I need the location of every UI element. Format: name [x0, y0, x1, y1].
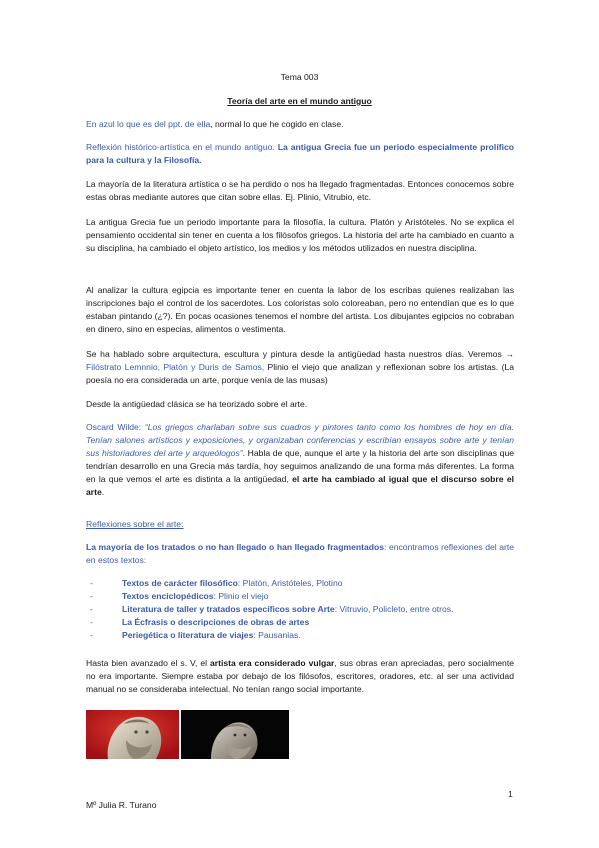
arrow-icon: → [505, 349, 514, 359]
paragraph-9-c: , sus obras eran apreciadas, pero socialmente no era importante. Siempre estaba por debajo de los filósofos, escritores, oradores, etc. al ser una actividad manual no se consideraba intelectual. No tenían rango social importante. [86, 658, 514, 694]
text-types-list [86, 577, 514, 642]
list-item-detail: : Vitruvio, Policleto, entre otros. [334, 604, 454, 614]
intro-blue-text: En azul lo que es del ppt. de ella [86, 119, 211, 129]
section-heading: Reflexiones sobre el arte: [86, 519, 184, 529]
list-dash: - [90, 630, 93, 640]
list-item-detail: : Pausanias. [253, 630, 301, 640]
list-item-title: Textos enciclopédicos [122, 591, 214, 601]
paragraph-7-c: . Habla de que, aunque el arte y la historia del arte son disciplinas que tendrían desarrollo en una Grecia más tardía, hoy seguimos analizando de una forma más diferentes. La forma en la que vemos el arte es distinta a la antigüedad, [86, 448, 515, 484]
list-item-title: La Écfrasis o descripciones de obras de artes [122, 617, 310, 627]
topic-number: Tema 003 [280, 72, 319, 82]
list-item-detail: : Plinio el viejo [213, 591, 269, 601]
paragraph-5-a: Se ha hablado sobre arquitectura, escultura y pintura desde la antigüedad hasta nuestros días. Veremos [86, 349, 506, 359]
page-number: 1 [508, 789, 513, 799]
intro-black-text: , normal lo que he cogido en clase. [210, 119, 344, 129]
list-dash: - [90, 604, 93, 614]
paragraph-8 [86, 541, 514, 567]
paragraph-6: Desde la antigüedad clásica se ha teorizado sobre el arte. [86, 399, 308, 409]
list-item-title: Periegética o literatura de viajes [122, 630, 254, 640]
paragraph-3: La antigua Grecia fue un periodo importante para la filosofía, la cultura. Platón y Aristóteles. No se explica el pensamiento occidental sin tener en cuenta a los filósofos griegos. La historia del arte ha cambiado en cuanto a su disciplina, ha cambiado el objeto artístico, los medios y los métodos utilizados en nuestra disciplina. [86, 217, 514, 253]
page-title: Teoría del arte en el mundo antiguo [227, 96, 372, 106]
paragraph-5-c: Plinio el viejo que analizan y reflexionan sobre los artistas. (La poesía no era considerada un arte, porque venía de las musas) [86, 362, 515, 385]
paragraph-8-rest: : encontramos reflexiones del arte en estos textos: [86, 542, 514, 565]
greek-bust-image-dark [181, 710, 289, 759]
paragraph-7 [86, 421, 514, 499]
paragraph-1 [86, 141, 514, 167]
list-item [86, 616, 514, 629]
intro-note [86, 118, 514, 131]
list-item-title: Textos de carácter filosófico [122, 578, 238, 588]
list-item-title: Literatura de taller y tratados específicos sobre Arte [122, 604, 335, 614]
paragraph-2: La mayoría de la literatura artística o se ha perdido o nos ha llegado fragmentadas. Entonces conocemos sobre estas obras mediante autores que citan sobre ellas. Ej. Plinio, Vitrubio, etc. [86, 179, 514, 202]
greek-bust-image-red [86, 710, 179, 759]
list-dash: - [90, 617, 93, 627]
paragraph-9 [86, 657, 514, 696]
paragraph-7-e: . [101, 487, 105, 497]
list-item-detail: : Platón, Aristóteles, Plotino [237, 578, 343, 588]
list-item [86, 603, 514, 616]
list-item [86, 577, 514, 590]
list-dash: - [90, 591, 93, 601]
paragraph-7-bold: el arte ha cambiado al igual que el discurso sobre el arte [86, 474, 514, 497]
paragraph-1-a: Reflexión histórico-artística en el mundo antiguo. [86, 142, 278, 152]
quote-author: Oscard Wilde: [86, 422, 145, 432]
list-item [86, 629, 514, 642]
wilde-quote: “Los griegos charlaban sobre sus cuadros y pintores tanto como los hombres de hoy en día. Tenían salones artísticos y exposiciones, y organizaban conferencias y escribían ensayos sobre arte y tenían sus historiadores del arte y arqueólogos” [86, 422, 514, 458]
paragraph-4: Al analizar la cultura egipcia es importante tener en cuenta la labor de los escribas quienes realizaban las inscripciones bajo el control de los sacerdotes. Los coloristas solo coloreaban, pero no entendían que es lo que estaban pintando (¿?). En pocas ocasiones tenemos el nombre del artista. Los dibujantes egipcios no cobraban en dinero, sino en especias, alimentos o vestimenta. [86, 285, 514, 334]
paragraph-5 [86, 348, 514, 387]
paragraph-9-a: Hasta bien avanzado el s. V, el [86, 658, 210, 668]
list-item [86, 590, 514, 603]
paragraph-5-authors: Filóstrato Lemnnio, Platón y Duris de Samos, [86, 362, 265, 372]
footer-author: Mº Julia R. Turano [86, 800, 157, 810]
paragraph-8-bold: La mayoría de los tratados o no han llegado o han llegado fragmentados [86, 542, 385, 552]
paragraph-1-b: La antigua Grecia fue un periodo especialmente prolífico para la cultura y la Filosofía. [86, 142, 514, 165]
list-dash: - [90, 578, 93, 588]
paragraph-9-bold: artista era considerado vulgar [209, 658, 335, 668]
